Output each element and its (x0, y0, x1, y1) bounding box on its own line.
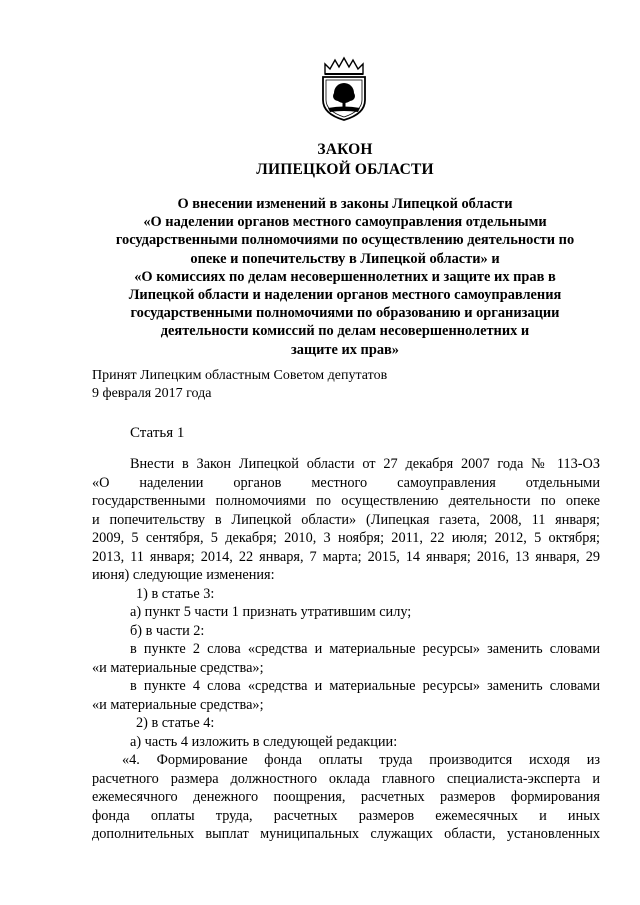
list-item: б) в части 2: (130, 622, 205, 639)
subject-line: «О комиссиях по делам несовершеннолетних и защите их прав в (134, 268, 556, 285)
list-item: 2) в статье 4: (136, 715, 215, 731)
body-line: в пункте 4 слова «средства и материальные ресурсы» заменить словами (130, 678, 600, 694)
subject-line: Липецкой области и наделении органов местного самоуправления (128, 287, 562, 304)
body-line: государственными полномочиями по осуществлению деятельности по опеке (92, 493, 600, 509)
list-item: а) пункт 5 части 1 признать утратившим силу; (130, 604, 412, 620)
lipetsk-coat-of-arms-icon (317, 56, 371, 122)
adopted-date: 9 февраля 2017 года (92, 386, 212, 401)
body-line: фонда оплаты труда, расчетных размеров ежемесячных и иных (92, 807, 600, 824)
body-line: 2013, 11 января; 2014, 22 января, 7 марта; 2015, 14 января; 2016, 13 января, 29 (92, 548, 600, 565)
body-line: «и материальные средства»; (92, 659, 264, 676)
subject-line: деятельности комиссий по делам несовершеннолетних и (160, 323, 530, 340)
subject-line: «О наделении органов местного самоуправления отдельными (143, 214, 547, 231)
adopted-by: Принят Липецким областным Советом депутатов (92, 368, 388, 383)
law-subject (92, 195, 598, 359)
body-line: «4. Формирование фонда оплаты труда производится исходя из (122, 752, 600, 768)
body-line: «О наделении органов местного самоуправления отдельными (92, 474, 600, 491)
article-heading: Статья 1 (130, 425, 185, 441)
subject-line: государственными полномочиями по осуществлению деятельности по (115, 232, 575, 249)
list-item: 1) в статье 3: (136, 585, 215, 602)
subject-line: защите их прав» (290, 341, 399, 358)
subject-line: О внесении изменений в законы Липецкой области (177, 196, 513, 212)
body-line: дополнительных выплат муниципальных служащих области, установленных (92, 826, 600, 842)
body-line: и попечительству в Липецкой области» (Липецкая газета, 2008, 11 января; (92, 511, 600, 528)
body-line: расчетного размера должностного оклада главного специалиста-эксперта и (92, 770, 600, 787)
body-line: в пункте 2 слова «средства и материальные ресурсы» заменить словами (130, 641, 600, 657)
adoption-note (92, 367, 512, 403)
subject-line: государственными полномочиями по образованию и организации (130, 305, 560, 322)
body-line: ежемесячного денежного поощрения, расчетных размеров формирования (92, 789, 600, 805)
body-line: «и материальные средства»; (92, 696, 264, 713)
body-line: июня) следующие изменения: (92, 567, 275, 583)
body-line: Внести в Закон Липецкой области от 27 декабря 2007 года № 113-ОЗ (130, 456, 600, 472)
body-line: 2009, 5 сентября, 5 декабря; 2010, 3 ноября; 2011, 22 июля; 2012, 5 октября; (92, 530, 600, 546)
law-title: ЗАКОН (317, 141, 373, 158)
list-item: а) часть 4 изложить в следующей редакции: (130, 733, 398, 750)
subject-line: опеке и попечительству в Липецкой области» и (190, 250, 500, 267)
article-body (92, 455, 600, 844)
region-title: ЛИПЕЦКОЙ ОБЛАСТИ (256, 161, 434, 178)
